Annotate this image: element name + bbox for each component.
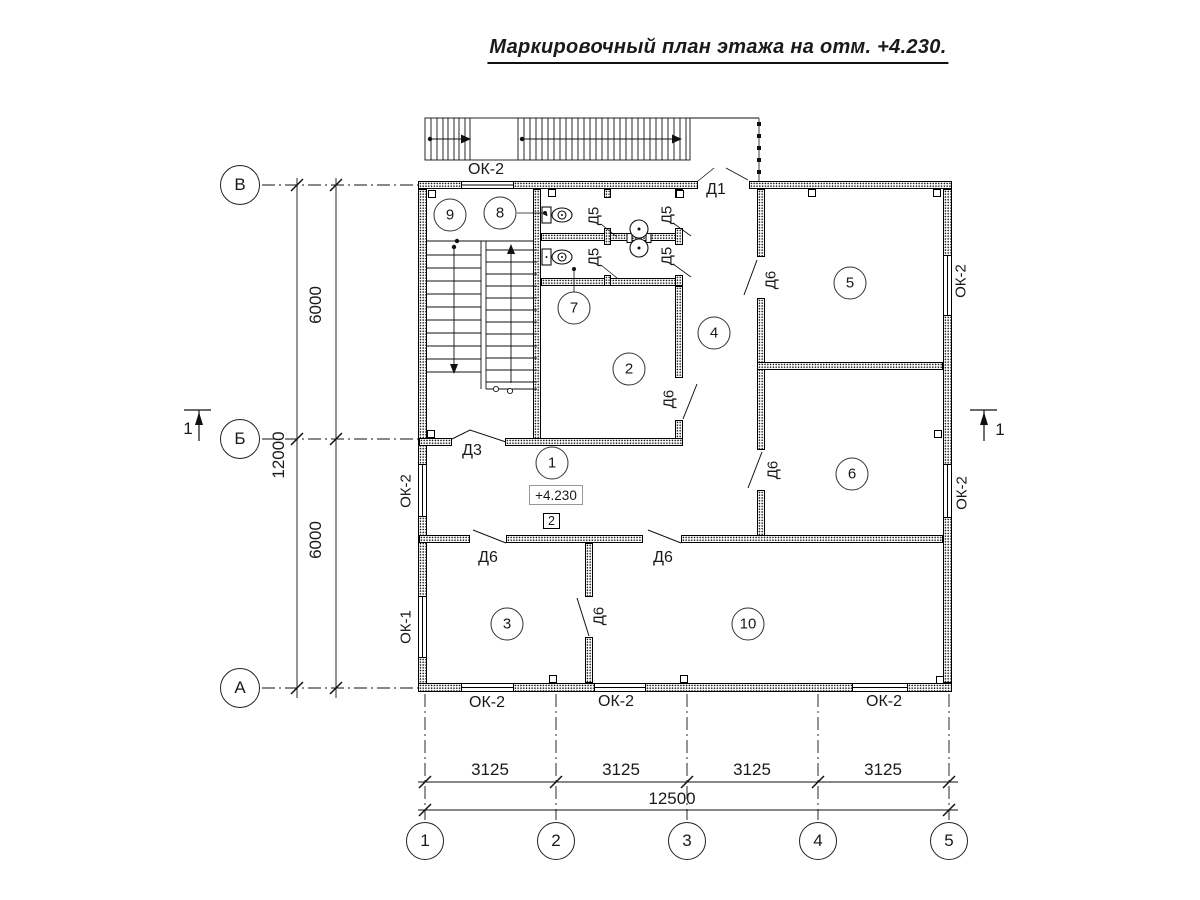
dim-label-left-6000-upper: 6000 [306, 286, 325, 324]
room-circle-10 [732, 608, 765, 641]
elevation-value: +4.230 [535, 487, 577, 503]
room-circle-5 [834, 267, 867, 300]
dim-label-12500: 12500 [648, 789, 696, 808]
dim-label-left-12000: 12000 [269, 431, 288, 479]
door-label-d5: Д5 [658, 246, 676, 266]
dim-label-3125-1: 3125 [471, 760, 509, 779]
grid-col-circle-2 [537, 822, 575, 860]
door-label-d6: Д6 [653, 549, 673, 566]
room-number: 4 [709, 324, 719, 342]
leader-dot [572, 267, 576, 271]
grid-row-label: В [234, 175, 246, 194]
room-circle-4 [698, 317, 731, 350]
grid-col-label: 4 [813, 831, 823, 850]
room-number: 5 [845, 274, 855, 292]
window-label-ok2-left: ОК-2 [397, 474, 415, 508]
window-label-ok1-left: ОК-1 [397, 610, 415, 644]
grid-col-label: 5 [944, 831, 954, 850]
toilet-icon [542, 249, 572, 265]
door-label-d6: Д6 [590, 606, 608, 626]
room-number: 8 [495, 204, 505, 222]
grid-row-circle-a [220, 668, 260, 708]
dim-label-3125-3: 3125 [733, 760, 771, 779]
room-circle-9 [434, 199, 467, 232]
grid-col-circle-4 [799, 822, 837, 860]
grid-col-label: 3 [682, 831, 692, 850]
toilet-icon [542, 207, 572, 223]
drawing-title: Маркировочный план этажа на отм. +4.230. [487, 36, 948, 64]
grid-row-label: Б [234, 429, 246, 448]
door-label-d6: Д6 [762, 270, 780, 290]
room-number: 9 [445, 206, 455, 224]
door-label-d1: Д1 [706, 181, 726, 198]
door-label-d5: Д5 [585, 247, 603, 267]
grid-row-circle-b [220, 419, 260, 459]
window-label-ok2-bottom-2: ОК-2 [598, 693, 634, 710]
window-label-ok2-bottom-3: ОК-2 [866, 693, 902, 710]
room-number: 6 [847, 465, 857, 483]
section-label-left: 1 [183, 419, 193, 438]
room-circle-8 [484, 197, 517, 230]
window-label-ok2-right-upper: ОК-2 [952, 264, 970, 298]
door-label-d6: Д6 [764, 460, 782, 480]
window-label-ok2-bottom-1: ОК-2 [469, 694, 505, 711]
grid-col-label: 2 [551, 831, 561, 850]
dim-label-3125-4: 3125 [864, 760, 902, 779]
room-circle-3 [491, 608, 524, 641]
room-number: 1 [547, 454, 557, 472]
room-number: 7 [569, 299, 579, 317]
room-circle-1 [536, 447, 569, 480]
section-label-right: 1 [995, 420, 1005, 439]
room-number: 10 [739, 615, 757, 633]
grid-row-circle-v [220, 165, 260, 205]
section-mark-right [970, 410, 997, 441]
zone-square-mark [543, 513, 560, 529]
room-circle-7 [558, 292, 591, 325]
window-label-ok2-top: ОК-2 [468, 161, 504, 178]
grid-row-label: А [234, 678, 246, 697]
room-number: 3 [502, 615, 512, 633]
door-label-d6: Д6 [660, 389, 678, 409]
zone-value: 2 [548, 514, 555, 528]
room-circle-6 [836, 458, 869, 491]
door-label-d3: Д3 [462, 442, 482, 459]
room-number: 2 [624, 360, 634, 378]
window-label-ok2-right-lower: ОК-2 [953, 476, 971, 510]
door-label-d5: Д5 [585, 206, 603, 226]
door-label-d6: Д6 [478, 549, 498, 566]
dim-label-3125-2: 3125 [602, 760, 640, 779]
room-circle-2 [613, 353, 646, 386]
interior-stair [427, 239, 537, 394]
dim-label-left-6000-lower: 6000 [306, 521, 325, 559]
grid-col-circle-3 [668, 822, 706, 860]
elevation-mark [529, 485, 583, 505]
door-label-d5: Д5 [658, 205, 676, 225]
washbasin-icon [627, 220, 651, 257]
grid-col-circle-5 [930, 822, 968, 860]
grid-col-circle-1 [406, 822, 444, 860]
grid-col-label: 1 [420, 831, 430, 850]
